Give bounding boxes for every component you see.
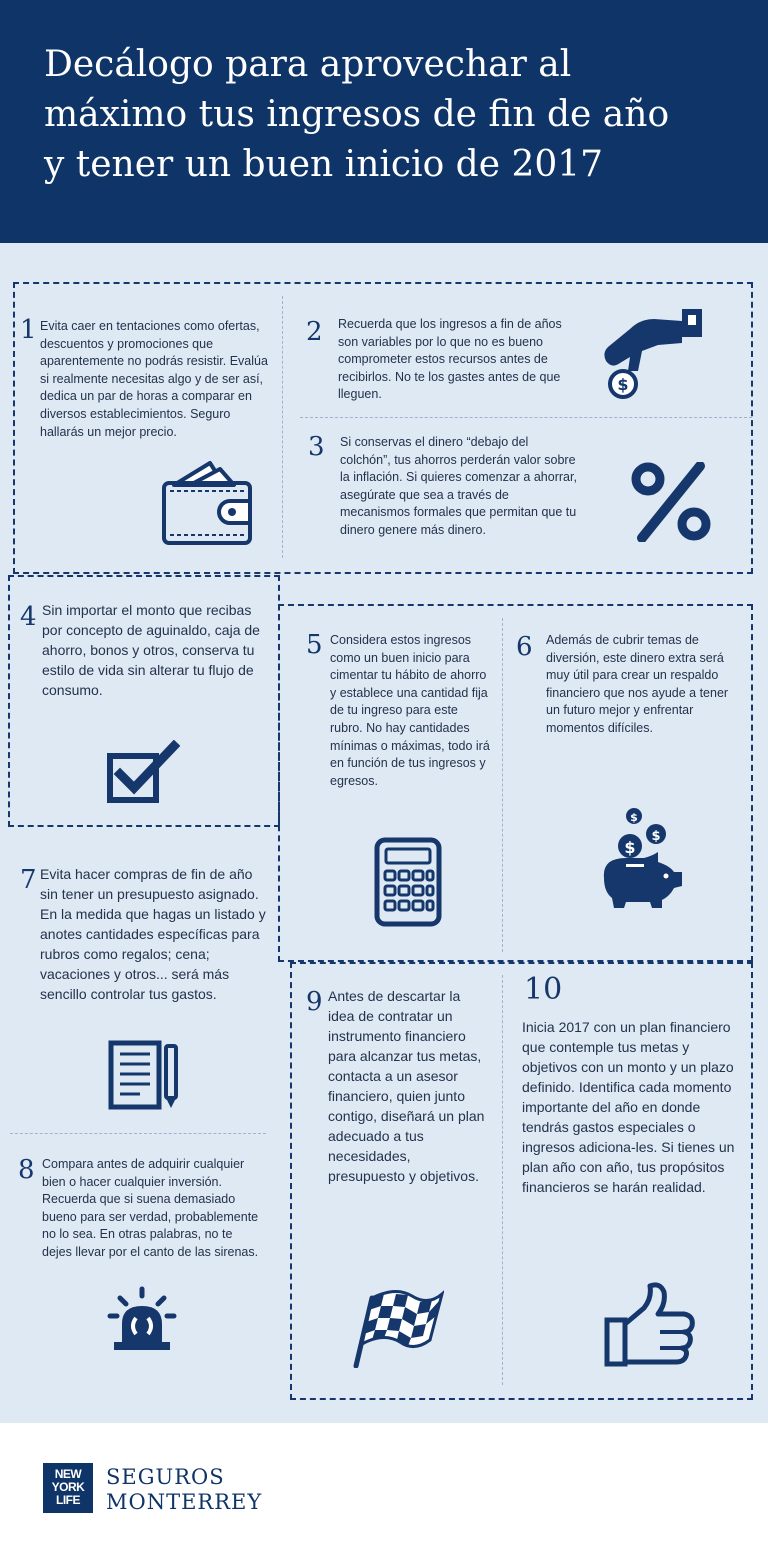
- separator: [300, 417, 752, 418]
- header-banner: [0, 0, 768, 243]
- tip-9-text: Antes de descartar la idea de contratar un instrumento financiero para alcanzar tus metas, contacta a un asesor financiero, quien junto contigo, diseñará un plan adecuado a tus necesidades, presupuesto y objetivos.: [328, 988, 485, 1184]
- separator: [282, 296, 283, 558]
- title-line-2: máximo tus ingresos de fin de año: [44, 94, 670, 135]
- tip-4-number: 4: [20, 602, 37, 632]
- logo-line-1: NEW: [54, 1467, 82, 1481]
- svg-text:$: $: [617, 375, 629, 394]
- percent-icon: [630, 462, 714, 542]
- brand-line-1: SEGUROS: [106, 1465, 225, 1489]
- title-line-3: y tener un buen inicio de 2017: [44, 144, 604, 185]
- tip-10-number: 10: [524, 972, 563, 1007]
- tip-4-text: Sin importar el monto que recibas por concepto de aguinaldo, caja de ahorro, bonos y otros, conserva tu estilo de vida sin alterar tu flujo de consumo.: [42, 602, 260, 698]
- separator: [502, 618, 503, 952]
- piggy-bank-icon: [596, 806, 686, 910]
- tip-6-number: 6: [516, 632, 533, 662]
- tip-1-number: 1: [20, 315, 37, 345]
- alarm-light-icon: [106, 1286, 178, 1352]
- tip-3-text: Si conservas el dinero “debajo del colchón”, tus ahorros perderán valor sobre la inflación. Si quieres comenzar a ahorrar, asegúrate que sea a través de mecanismos formales que permitan que tu dinero genere más dinero.: [340, 435, 577, 537]
- tip-5-number: 5: [306, 630, 323, 660]
- tip-9-number: 9: [306, 987, 323, 1017]
- tip-8-number: 8: [18, 1155, 35, 1185]
- tip-2-number: 2: [306, 317, 323, 347]
- tip-6-text: Además de cubrir temas de diversión, este dinero extra será muy útil para crear un respaldo financiero que nos ayude a tener un futuro mejor y enfrentar momentos difíciles.: [546, 633, 729, 735]
- checkered-flag-icon: [352, 1286, 444, 1368]
- logo-line-3: LIFE: [56, 1493, 80, 1507]
- page-title: [44, 40, 734, 190]
- separator: [502, 975, 503, 1385]
- tip-5-text: Considera estos ingresos como un buen inicio para cimentar tu hábito de ahorro y establece una cantidad fija de tu ingreso para este rubro. No hay cantidades mínimas o máximas, todo irá en función de tus ingresos y egresos.: [330, 633, 490, 788]
- svg-text:$: $: [630, 811, 638, 824]
- logo-line-2: YORK: [51, 1480, 85, 1494]
- thumbs-up-icon: [604, 1280, 698, 1368]
- list-pencil-icon: [108, 1040, 180, 1110]
- tip-7-text: Evita hacer compras de fin de año sin tener un presupuesto asignado. En la medida que hagas un listado y anotes cantidades específicas para rubros como regalos; cena; vacaciones y otros... será más sencillo controlar tus gastos.: [40, 866, 266, 1002]
- separator: [10, 1133, 266, 1134]
- checkbox-icon: [104, 740, 180, 806]
- tip-7-number: 7: [20, 865, 37, 895]
- svg-text:$: $: [624, 838, 636, 857]
- tip-10-text: Inicia 2017 con un plan financiero que contemple tus metas y objetivos con un monto y un plazo definido. Identifica cada momento importante del año en donde tendrás gastos especiales o ingresos adiciona-les. Si tienes un plan año con año, tus propósitos financieros se harán realidad.: [522, 1019, 735, 1195]
- tip-8-text: Compara antes de adquirir cualquier bien o hacer cualquier inversión. Recuerda que si suena demasiado bueno para ser verdad, probablemente no lo sea. En otras palabras, no te dejes llevar por el canto de las sirenas.: [42, 1157, 259, 1259]
- brand-name: [106, 1465, 262, 1515]
- brand-line-2: MONTERREY: [106, 1490, 263, 1514]
- calculator-icon: [374, 837, 442, 927]
- tip-2-text: Recuerda que los ingresos a fin de años son variables por lo que no es bueno comprometer estos recursos antes de recibirlos. No te los gastes antes de que lleguen.: [338, 317, 562, 402]
- hand-coin-icon: [602, 307, 706, 402]
- svg-text:$: $: [651, 829, 661, 844]
- title-line-1: Decálogo para aprovechar al: [44, 44, 572, 85]
- new-york-life-logo: [43, 1463, 93, 1513]
- tip-3-number: 3: [308, 432, 325, 462]
- tip-1-text: Evita caer en tentaciones como ofertas, descuentos y promociones que aparentemente no podrás resistir. Evalúa si realmente necesitas algo y de ser así, dedica un par de horas a comparar en diversos establecimientos. Seguro hallarás un mejor precio.: [40, 319, 268, 439]
- wallet-icon: [160, 457, 254, 547]
